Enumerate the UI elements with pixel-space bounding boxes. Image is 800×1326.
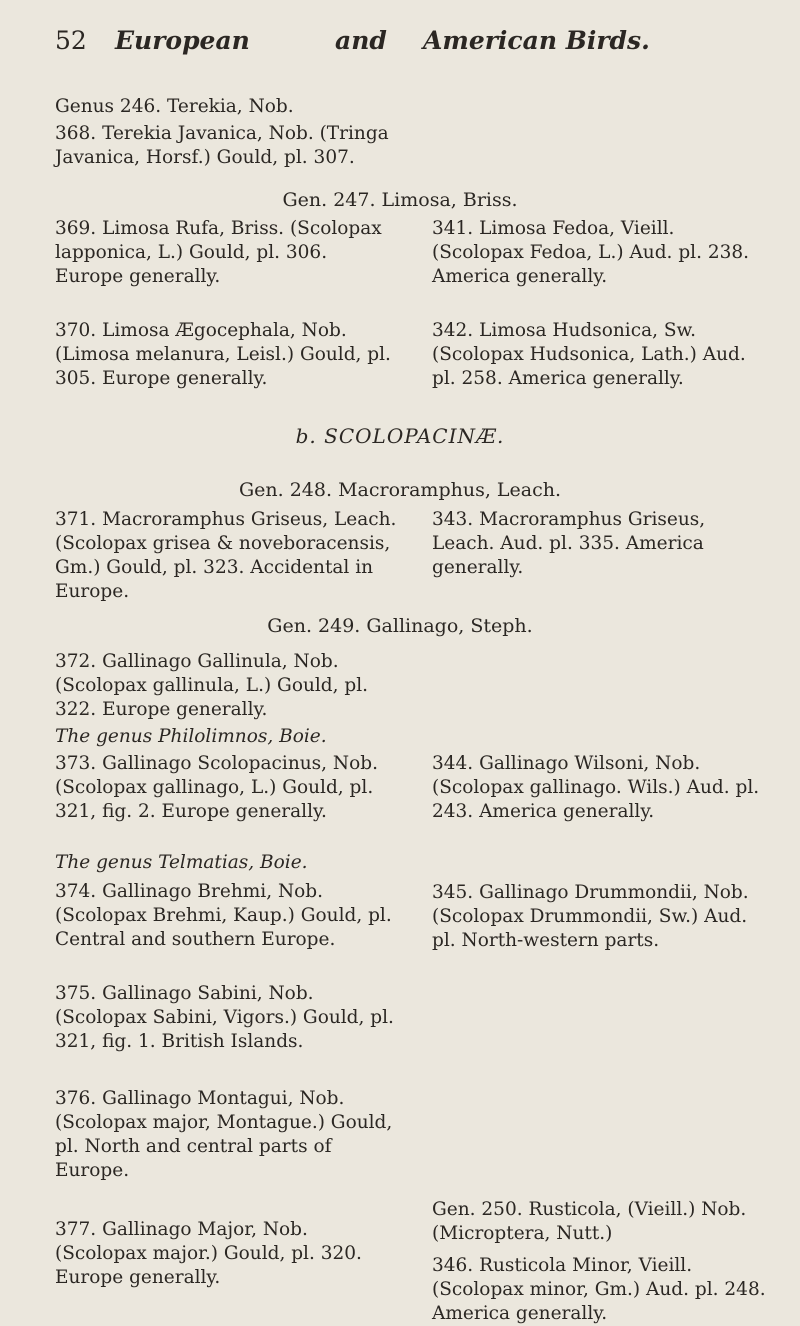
header-title-european: European (115, 26, 250, 55)
species-entry-343: 343. Macroramphus Griseus, Leach. Aud. pl. 335. America generally. (432, 509, 706, 578)
header-title-american-birds: American Birds. (423, 26, 650, 55)
genus-heading-249: Gen. 249. Gallinago, Steph. (267, 615, 533, 637)
genus-heading-246: Genus 246. Terekia, Nob. (55, 96, 294, 117)
species-entry-372: 372. Gallinago Gallinula, Nob. (Scolopax gallinula, L.) Gould, pl. 322. Europe generally. (55, 651, 369, 720)
species-entry-345: 345. Gallinago Drummondii, Nob. (Scolopax Drummondii, Sw.) Aud. pl. North-western parts. (432, 882, 749, 951)
genus-note-philolimnos: The genus Philolimnos, Boie. (55, 726, 327, 747)
running-header (55, 26, 745, 66)
species-entry-375: 375. Gallinago Sabini, Nob. (Scolopax Sabini, Vigors.) Gould, pl. 321, fig. 1. British Islands. (55, 983, 394, 1052)
genus-heading-248: Gen. 248. Macroramphus, Leach. (238, 479, 562, 501)
species-entry-341: 341. Limosa Fedoa, Vieill. (Scolopax Fedoa, L.) Aud. pl. 238. America generally. (432, 218, 750, 287)
species-entry-370: 370. Limosa Ægocephala, Nob. (Limosa melanura, Leisl.) Gould, pl. 305. Europe generally. (55, 320, 391, 389)
genus-note-telmatias: The genus Telmatias, Boie. (55, 852, 308, 873)
species-entry-371: 371. Macroramphus Griseus, Leach. (Scolopax grisea & noveboracensis, Gm.) Gould, pl. 323. Accidental in Europe. (55, 509, 397, 602)
header-title-and: and (335, 26, 387, 55)
species-entry-368: 368. Terekia Javanica, Nob. (Tringa Javanica, Horsf.) Gould, pl. 307. (55, 123, 389, 168)
species-entry-346: 346. Rusticola Minor, Vieill. (Scolopax minor, Gm.) Aud. pl. 248. America generally. (432, 1255, 766, 1324)
species-entry-376: 376. Gallinago Montagui, Nob. (Scolopax major, Montague.) Gould, pl. North and central parts of Europe. (55, 1088, 393, 1181)
subfamily-heading: b. SCOLOPACINÆ. (295, 424, 505, 448)
species-entry-344: 344. Gallinago Wilsoni, Nob. (Scolopax gallinago. Wils.) Aud. pl. 243. America generally. (432, 753, 760, 822)
species-entry-373: 373. Gallinago Scolopacinus, Nob. (Scolopax gallinago, L.) Gould, pl. 321, fig. 2. Europe generally. (55, 753, 378, 822)
page-number: 52 (55, 26, 87, 55)
genus-heading-250: Gen. 250. Rusticola, (Vieill.) Nob. (Microptera, Nutt.) (432, 1199, 747, 1244)
species-entry-369: 369. Limosa Rufa, Briss. (Scolopax lapponica, L.) Gould, pl. 306. Europe generally. (55, 218, 382, 287)
species-entry-377: 377. Gallinago Major, Nob. (Scolopax major.) Gould, pl. 320. Europe generally. (55, 1219, 362, 1288)
species-entry-374: 374. Gallinago Brehmi, Nob. (Scolopax Brehmi, Kaup.) Gould, pl. Central and southern Europe. (55, 881, 392, 950)
species-entry-342: 342. Limosa Hudsonica, Sw. (Scolopax Hudsonica, Lath.) Aud. pl. 258. America generally. (432, 320, 746, 389)
genus-heading-247: Gen. 247. Limosa, Briss. (282, 189, 518, 211)
